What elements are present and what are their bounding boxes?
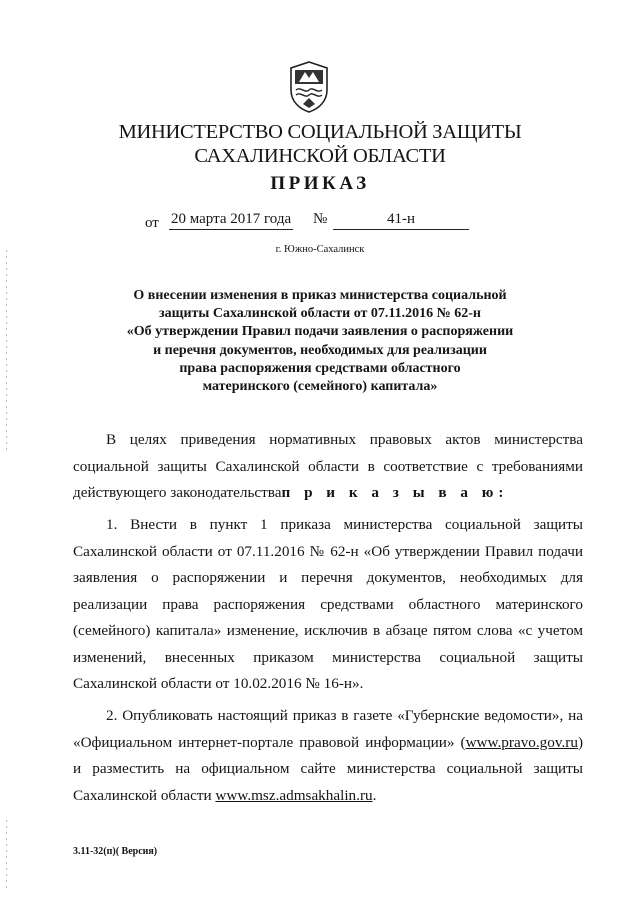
- scan-margin-mark: [6, 820, 7, 890]
- number-sign: №: [313, 211, 328, 227]
- item-1-paragraph: [73, 512, 583, 698]
- item-2-text-start: 2. Опубликовать настоящий приказ в газете «Губернские ведомости», на «Официальном интернет-портале правовой информации» (: [73, 707, 583, 751]
- item-2-paragraph: [73, 703, 583, 809]
- city-name: г. Южно-Сахалинск: [275, 244, 365, 255]
- ministry-name-line1: МИНИСТЕРСТВО СОЦИАЛЬНОЙ ЗАЩИТЫ: [118, 121, 522, 143]
- item-1-text: 1. Внести в пункт 1 приказа министерства социальной защиты Сахалинской области от 07.11.2016 № 62-н «Об утверждении Правил подачи заявления о распоряжении и перечня документов, необходимых для реализации права распоряжения средствами областного материнского (семейного) капитала» изменение, исключив в абзаце пятом слова «с учетом изменений, внесенных приказом министерства социальной защиты Сахалинской области от 10.02.2016 № 16-н».: [73, 516, 583, 692]
- scan-margin-mark: [6, 250, 7, 450]
- ministry-name: [100, 120, 540, 168]
- order-subject: [95, 287, 545, 396]
- pravo-gov-link[interactable]: www.pravo.gov.ru: [465, 733, 578, 751]
- coat-of-arms-icon: [287, 60, 331, 114]
- order-date-text: 20 марта 2017 года: [171, 211, 292, 227]
- command-word: п р и к а з ы в а ю:: [281, 484, 509, 501]
- subject-line: О внесении изменения в приказ министерства социальной: [133, 288, 507, 303]
- item-2-text-middle: ) и разместить на официальном сайте министерства социальной защиты Сахалинской области: [73, 733, 583, 804]
- date-prefix: от: [145, 215, 159, 231]
- preamble-paragraph: [73, 427, 583, 507]
- ministry-name-line2: САХАЛИНСКОЙ ОБЛАСТИ: [194, 145, 446, 167]
- subject-line: защиты Сахалинской области от 07.11.2016 № 62-н: [159, 306, 481, 322]
- subject-line: права распоряжения средствами областного: [179, 360, 461, 376]
- order-number: [333, 211, 469, 230]
- document-code: 3.11-32(п)( Версия): [73, 846, 158, 857]
- item-2-text-end: .: [372, 786, 377, 804]
- order-date-number-line: [145, 211, 505, 233]
- order-date: [169, 211, 293, 230]
- subject-line: и перечня документов, необходимых для реализации: [153, 342, 487, 358]
- document-type-title: ПРИКАЗ: [270, 173, 370, 194]
- subject-line: «Об утверждении Правил подачи заявления о распоряжении: [126, 324, 514, 340]
- msz-admsakhalin-link[interactable]: www.msz.admsakhalin.ru: [215, 786, 373, 804]
- preamble-text: В целях приведения нормативных правовых актов министерства социальной защиты Сахалинской области в соответствие с требованиями действующего законодательства: [73, 431, 583, 501]
- order-number-text: 41-н: [386, 211, 416, 227]
- subject-line: материнского (семейного) капитала»: [202, 379, 438, 395]
